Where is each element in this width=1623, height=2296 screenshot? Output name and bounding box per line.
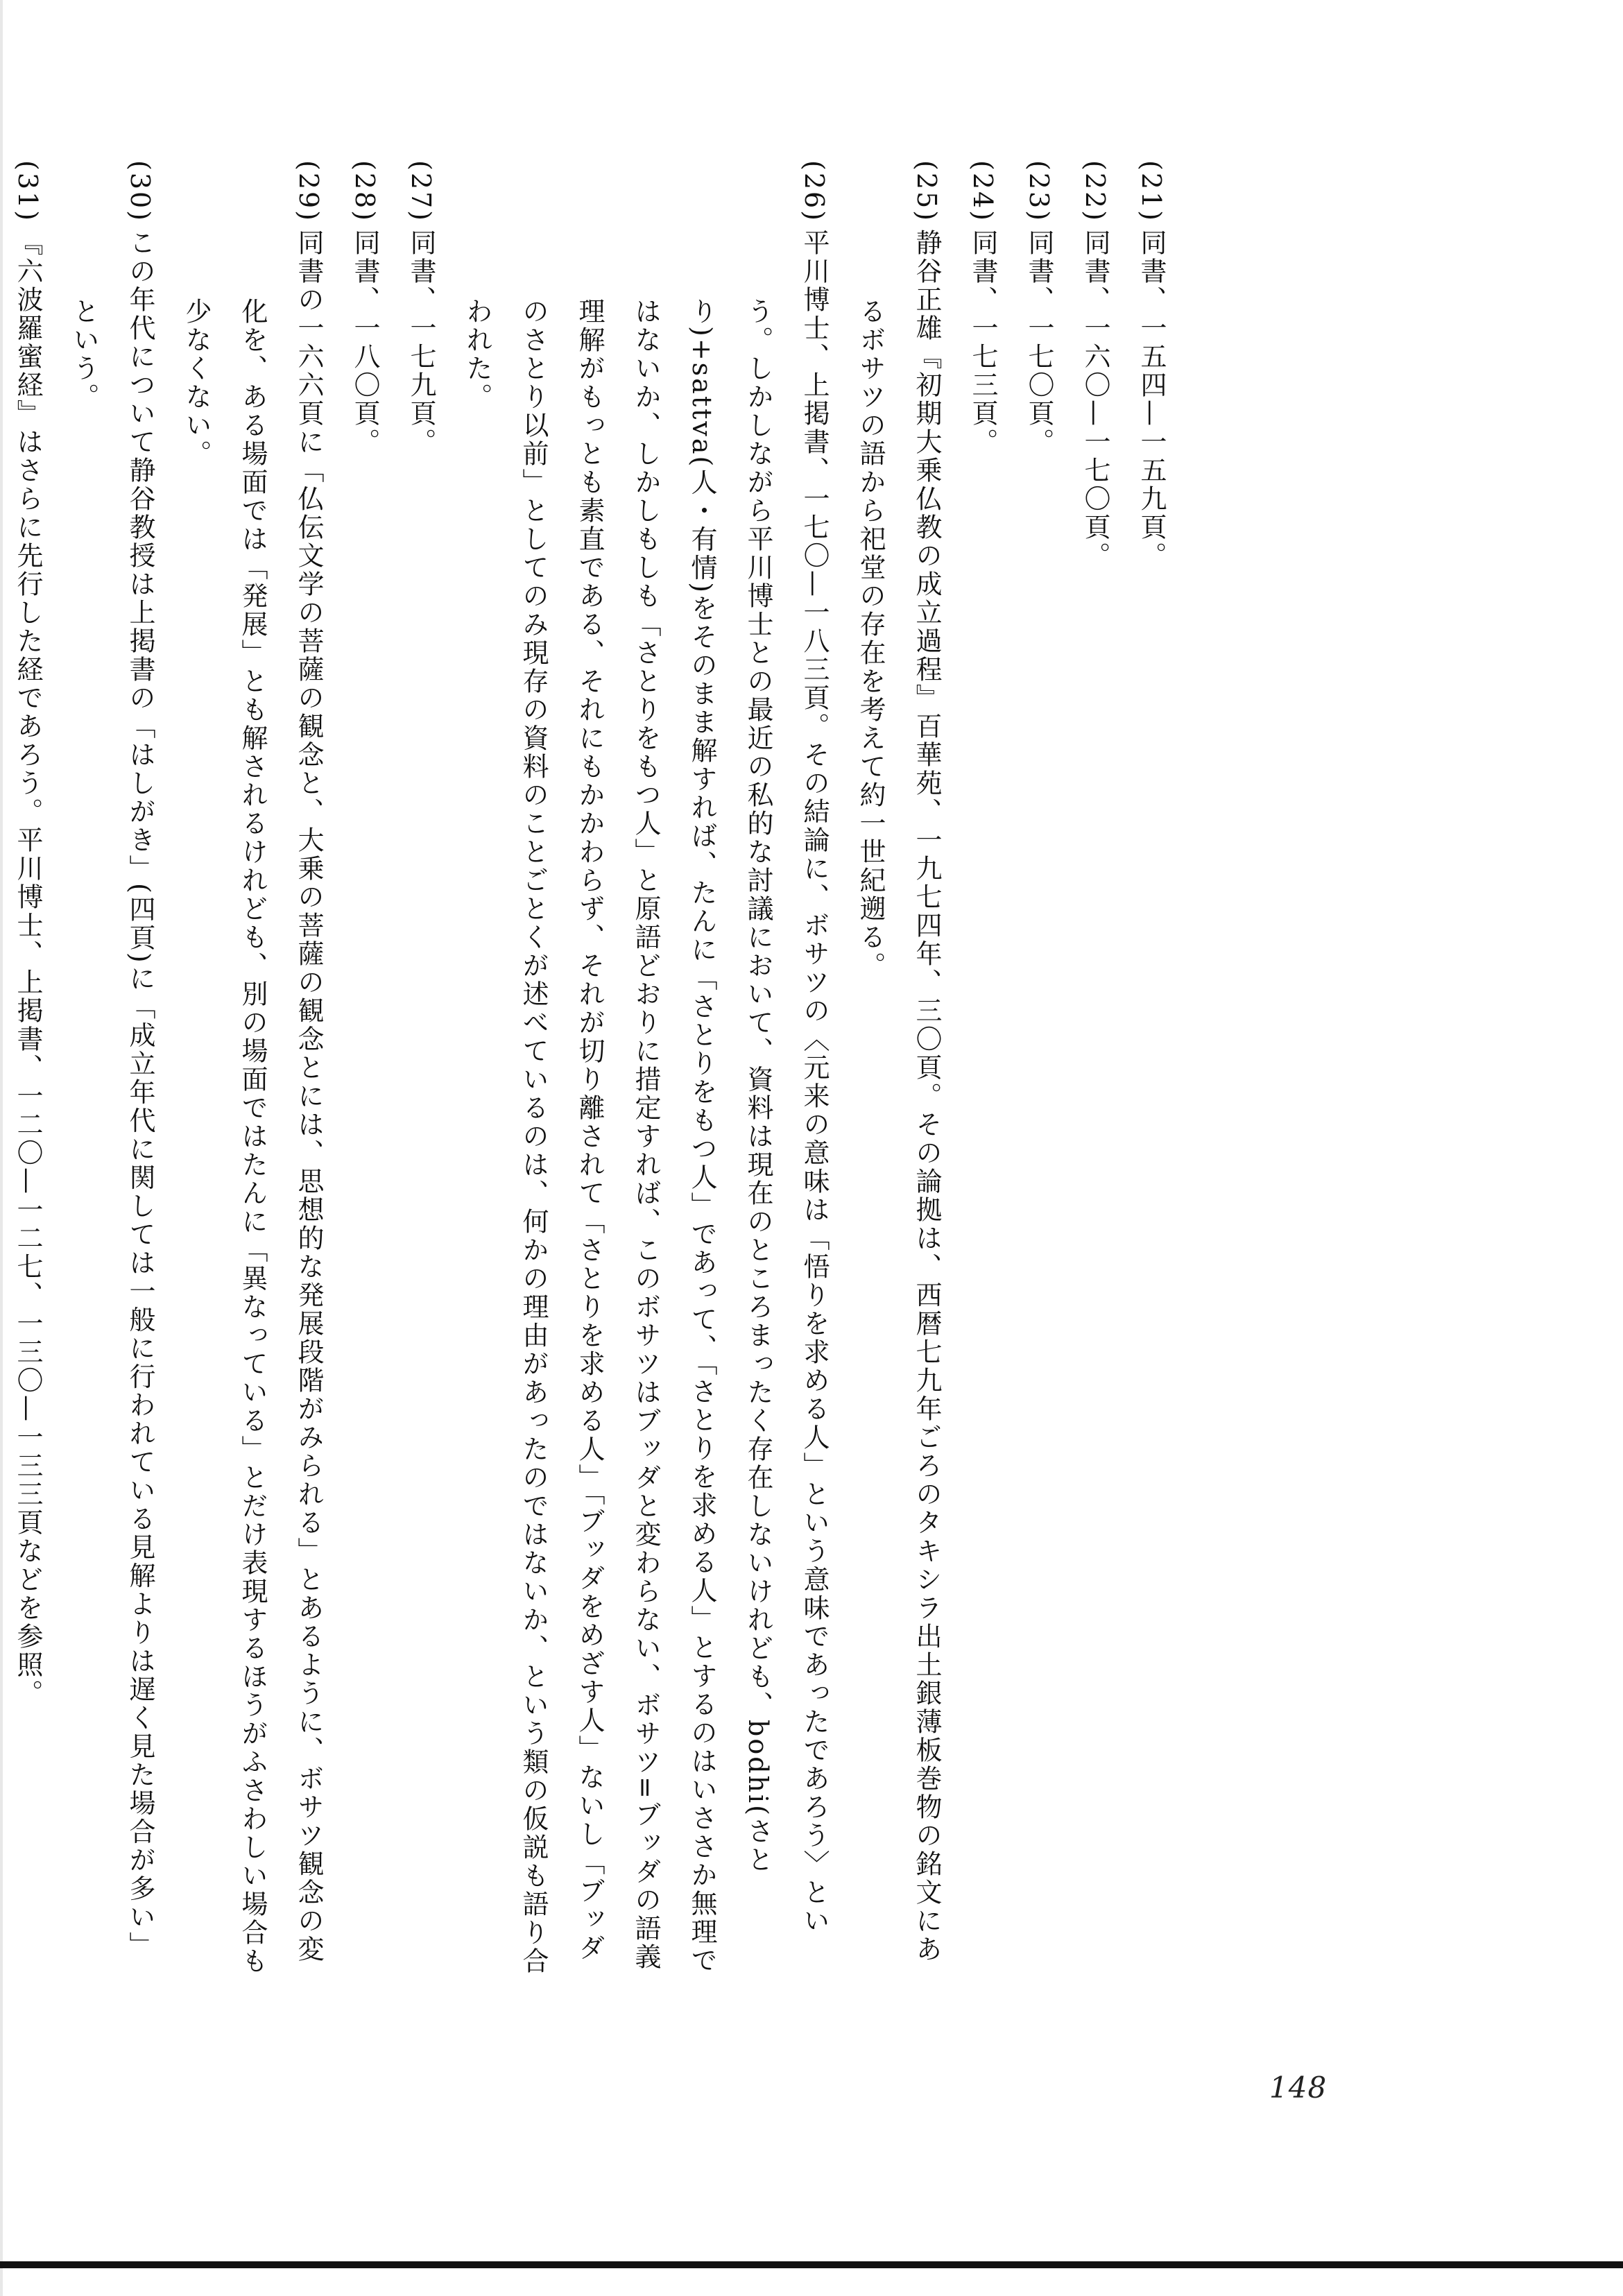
note-text: 同書の一六六頁に「仏伝文学の菩薩の観念と、大乗の菩薩の観念とには、思想的な発展段階がみられる」とあるように、ボサツ観念の変化を、ある場面では「発展」とも解されるけれども、別の場面ではたんに「異なっている」とだけ表現するほうがふさわしい場合も少なくない。 — [181, 229, 324, 1976]
endnote-25: (25)静谷正雄『初期大乗仏教の成立過程』百華苑、一九七四年、三〇頁。その論拠は、西暦七九年ごろのタキシラ出土銀薄板巻物の銘文にあるボサツの語から祀堂の存在を考えて約一世紀遡る。 — [855, 160, 942, 1964]
note-text: 同書、一六〇—一七〇頁。 — [1080, 229, 1110, 570]
note-text: 同書、一五四—一五九頁。 — [1136, 229, 1167, 570]
note-text: 同書、一七九頁。 — [406, 229, 436, 456]
endnote-24: (24)同書、一七三頁。 — [968, 160, 998, 456]
note-text: 同書、一七〇頁。 — [1024, 229, 1054, 456]
endnote-26: (26)平川博士、上掲書、一七〇—一八三頁。その結論に、ボサツの〈元来の意味は「悟りを求める人」という意味であったであろう〉という。しかしながら平川博士との最近の私的な討議において、資料は現在のところまったく存在しないけれども、bodhi(さとり)+sattva(人・有情)をそのまま解すれば、たんに「さとりをもつ人」であって、「さとりを求める人」とするのはいささか無理ではないか、しかしもしも「さとりをもつ人」と原語どおりに措定すれば、このボサツはブッダと変わらない、ボサツ=ブッダの語義理解がもっとも素直である、それにもかかわらず、それが切り離されて「さとりを求める人」「ブッダをめざす人」ないし「ブッダのさとり以前」としてのみ現存の資料のことごとくが述べているのは、何かの理由があったのではないか、という類の仮説も語り合われた。 — [462, 160, 830, 1976]
note-text: 『六波羅蜜経』はさらに先行した経であろう。平川博士、上掲書、一二〇—一二七、一三〇—一三三頁などを参照。 — [12, 229, 43, 1708]
endnote-27: (27)同書、一七九頁。 — [406, 160, 436, 456]
endnotes-block — [0, 160, 1179, 1977]
endnote-22: (22)同書、一六〇—一七〇頁。 — [1080, 160, 1110, 570]
endnote-31: (31)『六波羅蜜経』はさらに先行した経であろう。平川博士、上掲書、一二〇—一二七、一三〇—一三三頁などを参照。 — [12, 160, 43, 1708]
note-text: 平川博士、上掲書、一七〇—一八三頁。その結論に、ボサツの〈元来の意味は「悟りを求める人」という意味であったであろう〉という。しかしながら平川博士との最近の私的な討議において、資料は現在のところまったく存在しないけれども、bodhi(さとり)+sattva(人・有情)をそのまま解すれば、たんに「さとりをもつ人」であって、「さとりを求める人」とするのはいささか無理ではないか、しかしもしも「さとりをもつ人」と原語どおりに措定すれば、このボサツはブッダと変わらない、ボサツ=ブッダの語義理解がもっとも素直である、それにもかかわらず、それが切り離されて「さとりを求める人」「ブッダをめざす人」ないし「ブッダのさとり以前」としてのみ現存の資料のことごとくが述べているのは、何かの理由があったのではないか、という類の仮説も語り合われた。 — [462, 229, 830, 1976]
endnote-29: (29)同書の一六六頁に「仏伝文学の菩薩の観念と、大乗の菩薩の観念とには、思想的な発展段階がみられる」とあるように、ボサツ観念の変化を、ある場面では「発展」とも解されるけれども、別の場面ではたんに「異なっている」とだけ表現するほうがふさわしい場合も少なくない。 — [181, 160, 324, 1976]
endnote-23: (23)同書、一七〇頁。 — [1024, 160, 1054, 456]
endnote-30: (30)この年代について静谷教授は上掲書の「はしがき」(四頁)に「成立年代に関しては一般に行われている見解よりは遅く見た場合が多い」という。 — [69, 160, 155, 1960]
note-text: この年代について静谷教授は上掲書の「はしがき」(四頁)に「成立年代に関しては一般に行われている見解よりは遅く見た場合が多い」という。 — [69, 229, 155, 1960]
note-text: 同書、一七三頁。 — [968, 229, 998, 456]
note-text: 同書、一八〇頁。 — [350, 229, 380, 456]
bottom-edge-rule — [0, 2261, 1623, 2268]
endnote-21: (21)同書、一五四—一五九頁。 — [1136, 160, 1167, 570]
note-text: 静谷正雄『初期大乗仏教の成立過程』百華苑、一九七四年、三〇頁。その論拠は、西暦七九年ごろのタキシラ出土銀薄板巻物の銘文にあるボサツの語から祀堂の存在を考えて約一世紀遡る。 — [855, 229, 942, 1964]
page-number: 148 — [1269, 2071, 1328, 2105]
endnote-28: (28)同書、一八〇頁。 — [350, 160, 380, 456]
